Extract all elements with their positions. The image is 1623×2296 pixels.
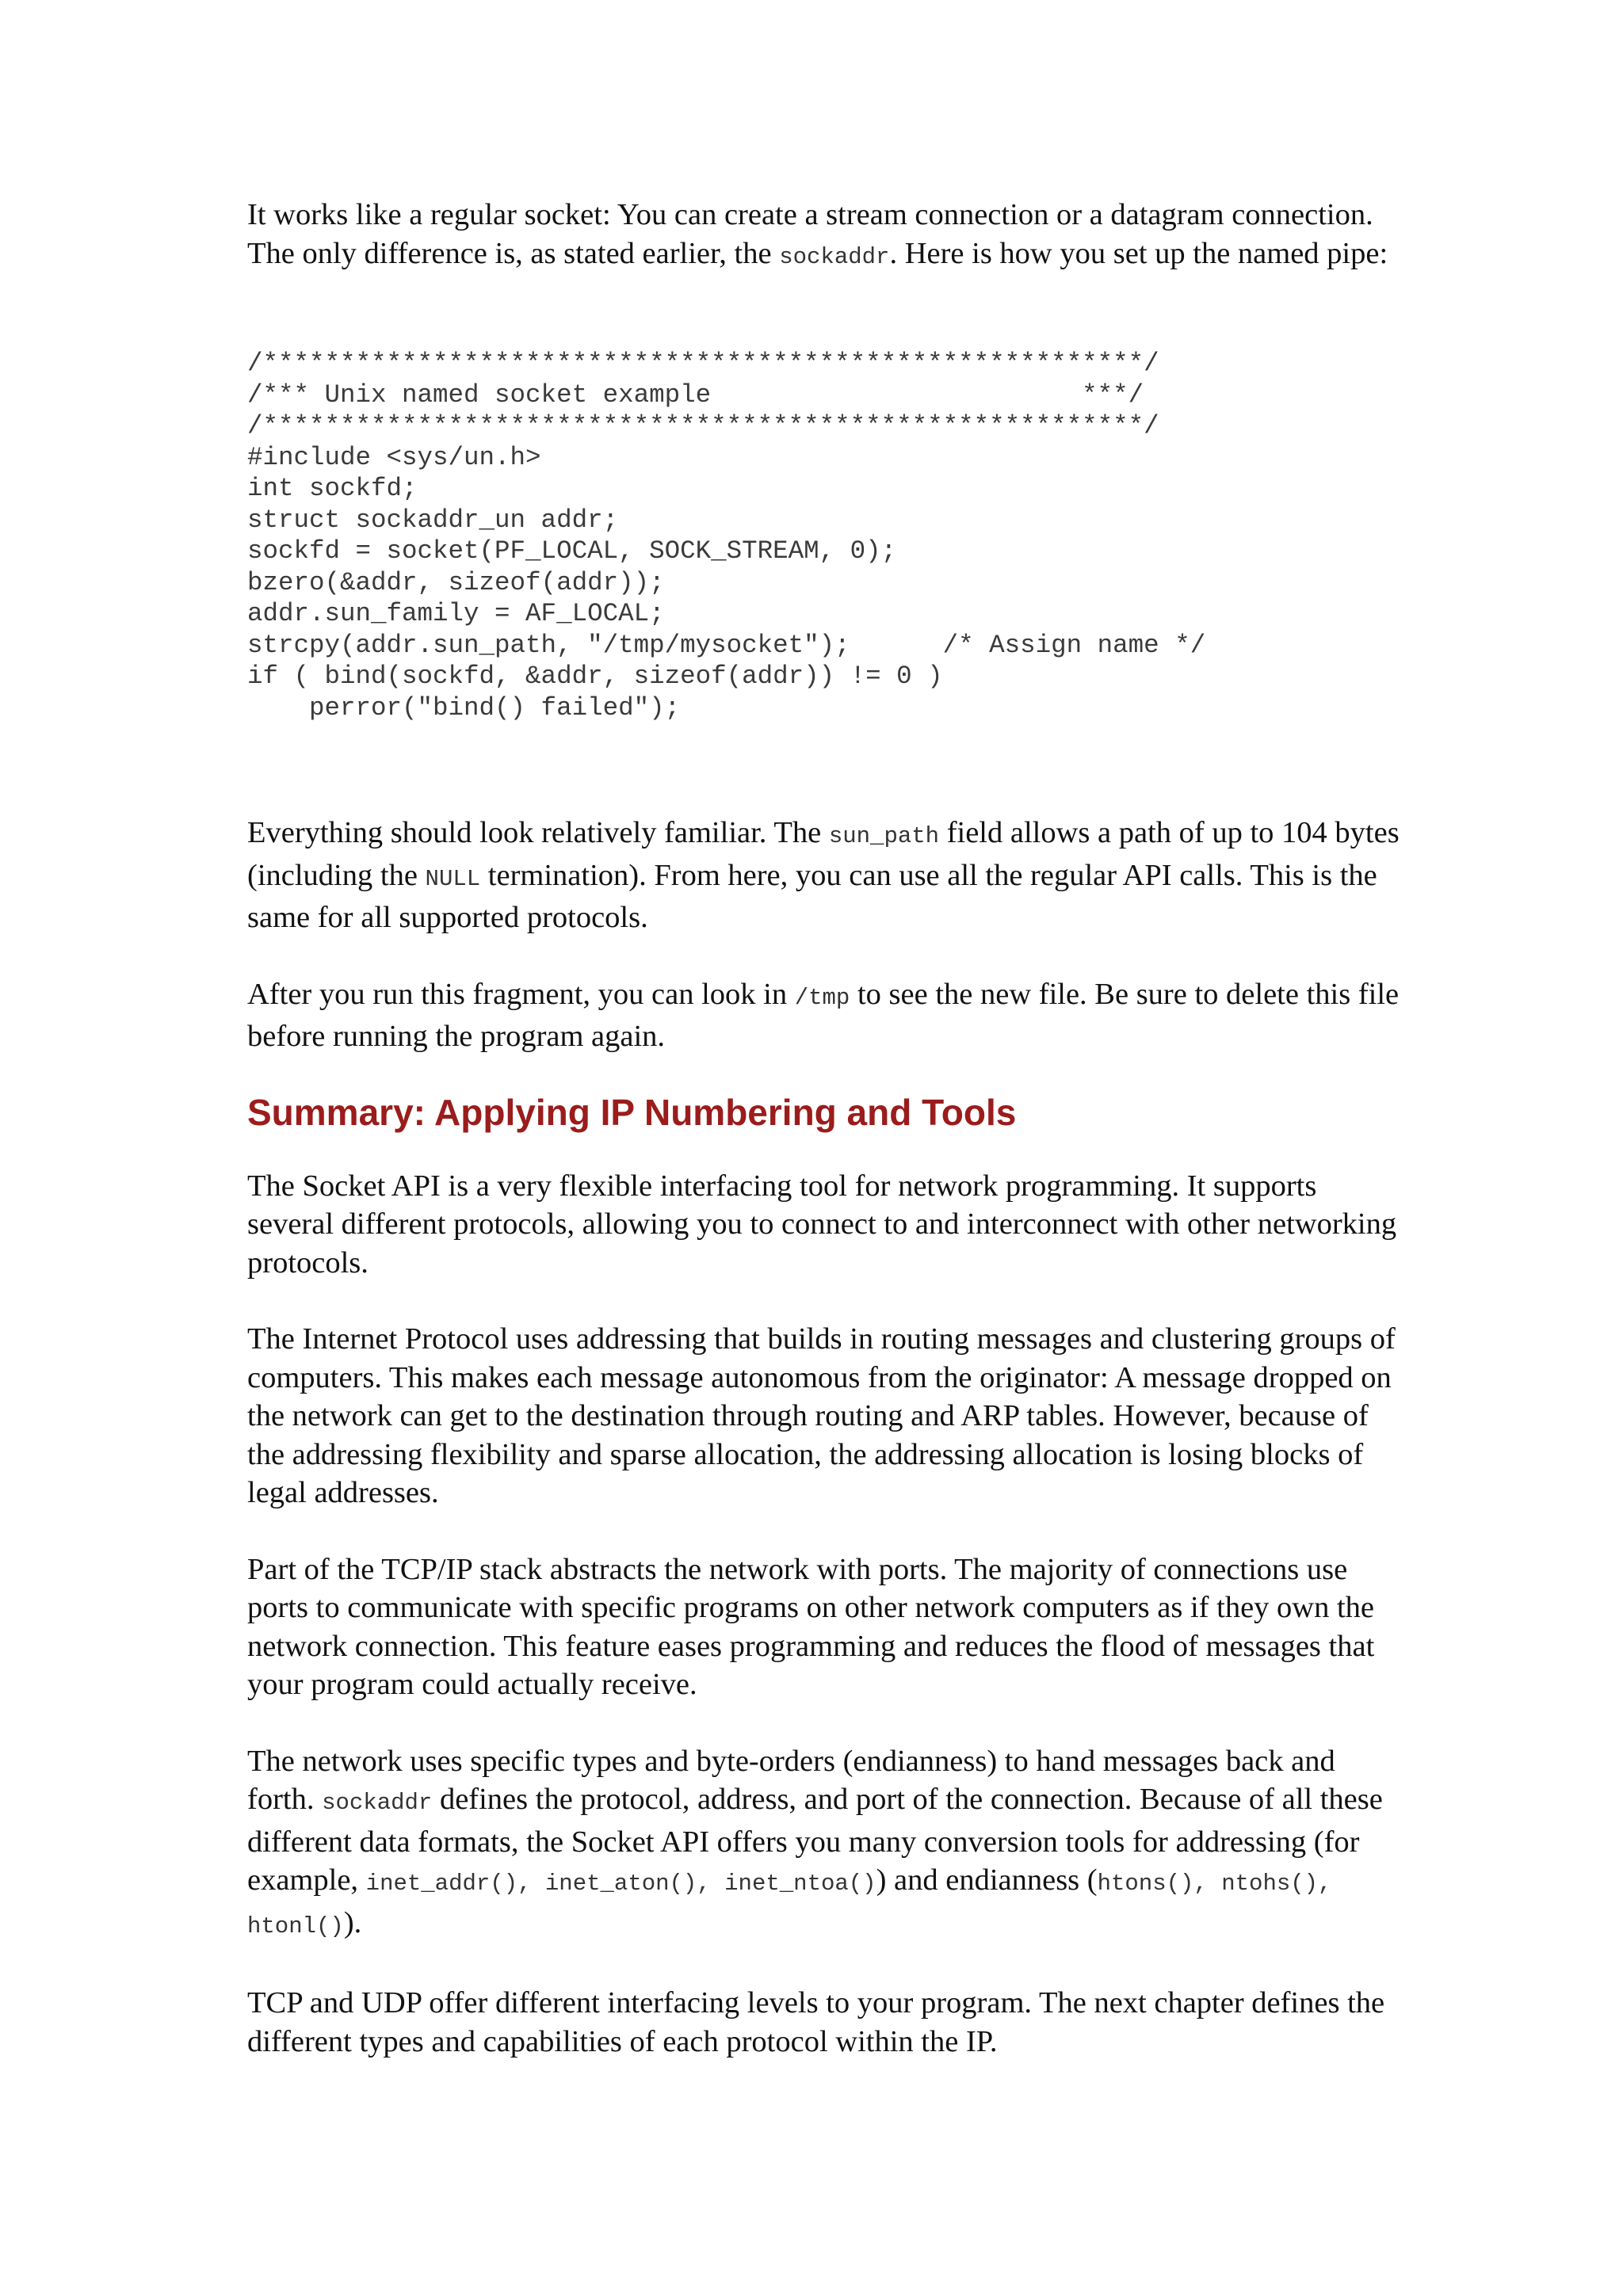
code-line: /*********************************************************/ [247,349,1159,378]
code-line: /*********************************************************/ [247,411,1159,441]
code-line: #include <sys/un.h> [247,442,541,472]
code-line: struct sockaddr_un addr; [247,505,619,535]
after-text-2: to see the new file. Be sure to delete this file before running the program again. [247,977,1400,1053]
inline-code-byteorder-functions: htons(), ntohs(), htonl() [247,1871,1332,1939]
network-text-2: defines the protocol, address, and port of the connection. Because of all these different data formats, the Socket API offers you many conversion tools for addressing (for example, [247,1783,1383,1897]
familiar-text-3: termination). From here, you can use all the regular API calls. This is the same for all supported protocols. [247,858,1377,934]
inline-code-inet-functions: inet_addr(), inet_aton(), inet_ntoa() [365,1871,876,1897]
code-line: addr.sun_family = AF_LOCAL; [247,599,665,628]
code-line: /*** Unix named socket example ***/ [247,379,1144,410]
code-line: sockfd = socket(PF_LOCAL, SOCK_STREAM, 0); [247,536,897,566]
inline-code-sockaddr-2: sockaddr [322,1790,433,1816]
network-text-1: The network uses specific types and byte-orders (endianness) to hand messages back and forth. [247,1744,1335,1816]
network-types-paragraph [247,1742,1404,1947]
inline-code-tmp: /tmp [794,984,850,1011]
document-page [247,196,1404,2061]
code-block [247,348,1404,723]
familiar-text-2: field allows a path of up to 104 bytes (including the [247,816,1400,892]
code-line: strcpy(addr.sun_path, "/tmp/mysocket"); /* Assign name */ [247,630,1206,660]
tcpip-paragraph: Part of the TCP/IP stack abstracts the network with ports. The majority of connections use ports to communicate with specific programs on other network computers as if they own the network connection. This feature eases programming and reduces the flood of messages that your program could actually receive. [247,1552,1375,1701]
tcp-udp-paragraph: TCP and UDP offer different interfacing levels to your program. The next chapter defines the different types and capabilities of each protocol within the IP. [247,1986,1385,2058]
code-line: if ( bind(sockfd, &addr, sizeof(addr)) != 0 ) [247,662,943,691]
code-line: int sockfd; [247,474,418,503]
internet-protocol-paragraph: The Internet Protocol uses addressing that builds in routing messages and clustering groups of computers. This makes each message autonomous from the originator: A message dropped on the network can get to the destination through routing and ARP tables. However, because of the addressing flexibility and sparse allocation, the addressing allocation is losing blocks of legal addresses. [247,1322,1396,1509]
after-run-paragraph [247,975,1404,1056]
code-line: bzero(&addr, sizeof(addr)); [247,567,665,597]
network-text-3: ) and endianness ( [876,1863,1098,1897]
intro-text-2: . Here is how you set up the named pipe: [889,236,1388,270]
inline-code-sun-path: sun_path [828,823,940,849]
intro-text-1: It works like a regular socket: You can create a stream connection or a datagram connection. The only difference is, as stated earlier, the [247,198,1373,270]
inline-code-null: NULL [425,865,481,892]
inline-code-sockaddr: sockaddr [779,243,890,270]
network-text-4: ). [343,1905,362,1939]
familiar-paragraph [247,814,1404,937]
summary-heading: Summary: Applying IP Numbering and Tools [247,1091,1017,1133]
after-text-1: After you run this fragment, you can look in [247,977,795,1011]
socket-api-paragraph: The Socket API is a very flexible interfacing tool for network programming. It supports several different protocols, allowing you to connect to and interconnect with other networking protocols. [247,1169,1397,1280]
intro-paragraph [247,196,1404,277]
code-line: perror("bind() failed"); [247,692,681,723]
familiar-text-1: Everything should look relatively familiar. The [247,816,829,849]
